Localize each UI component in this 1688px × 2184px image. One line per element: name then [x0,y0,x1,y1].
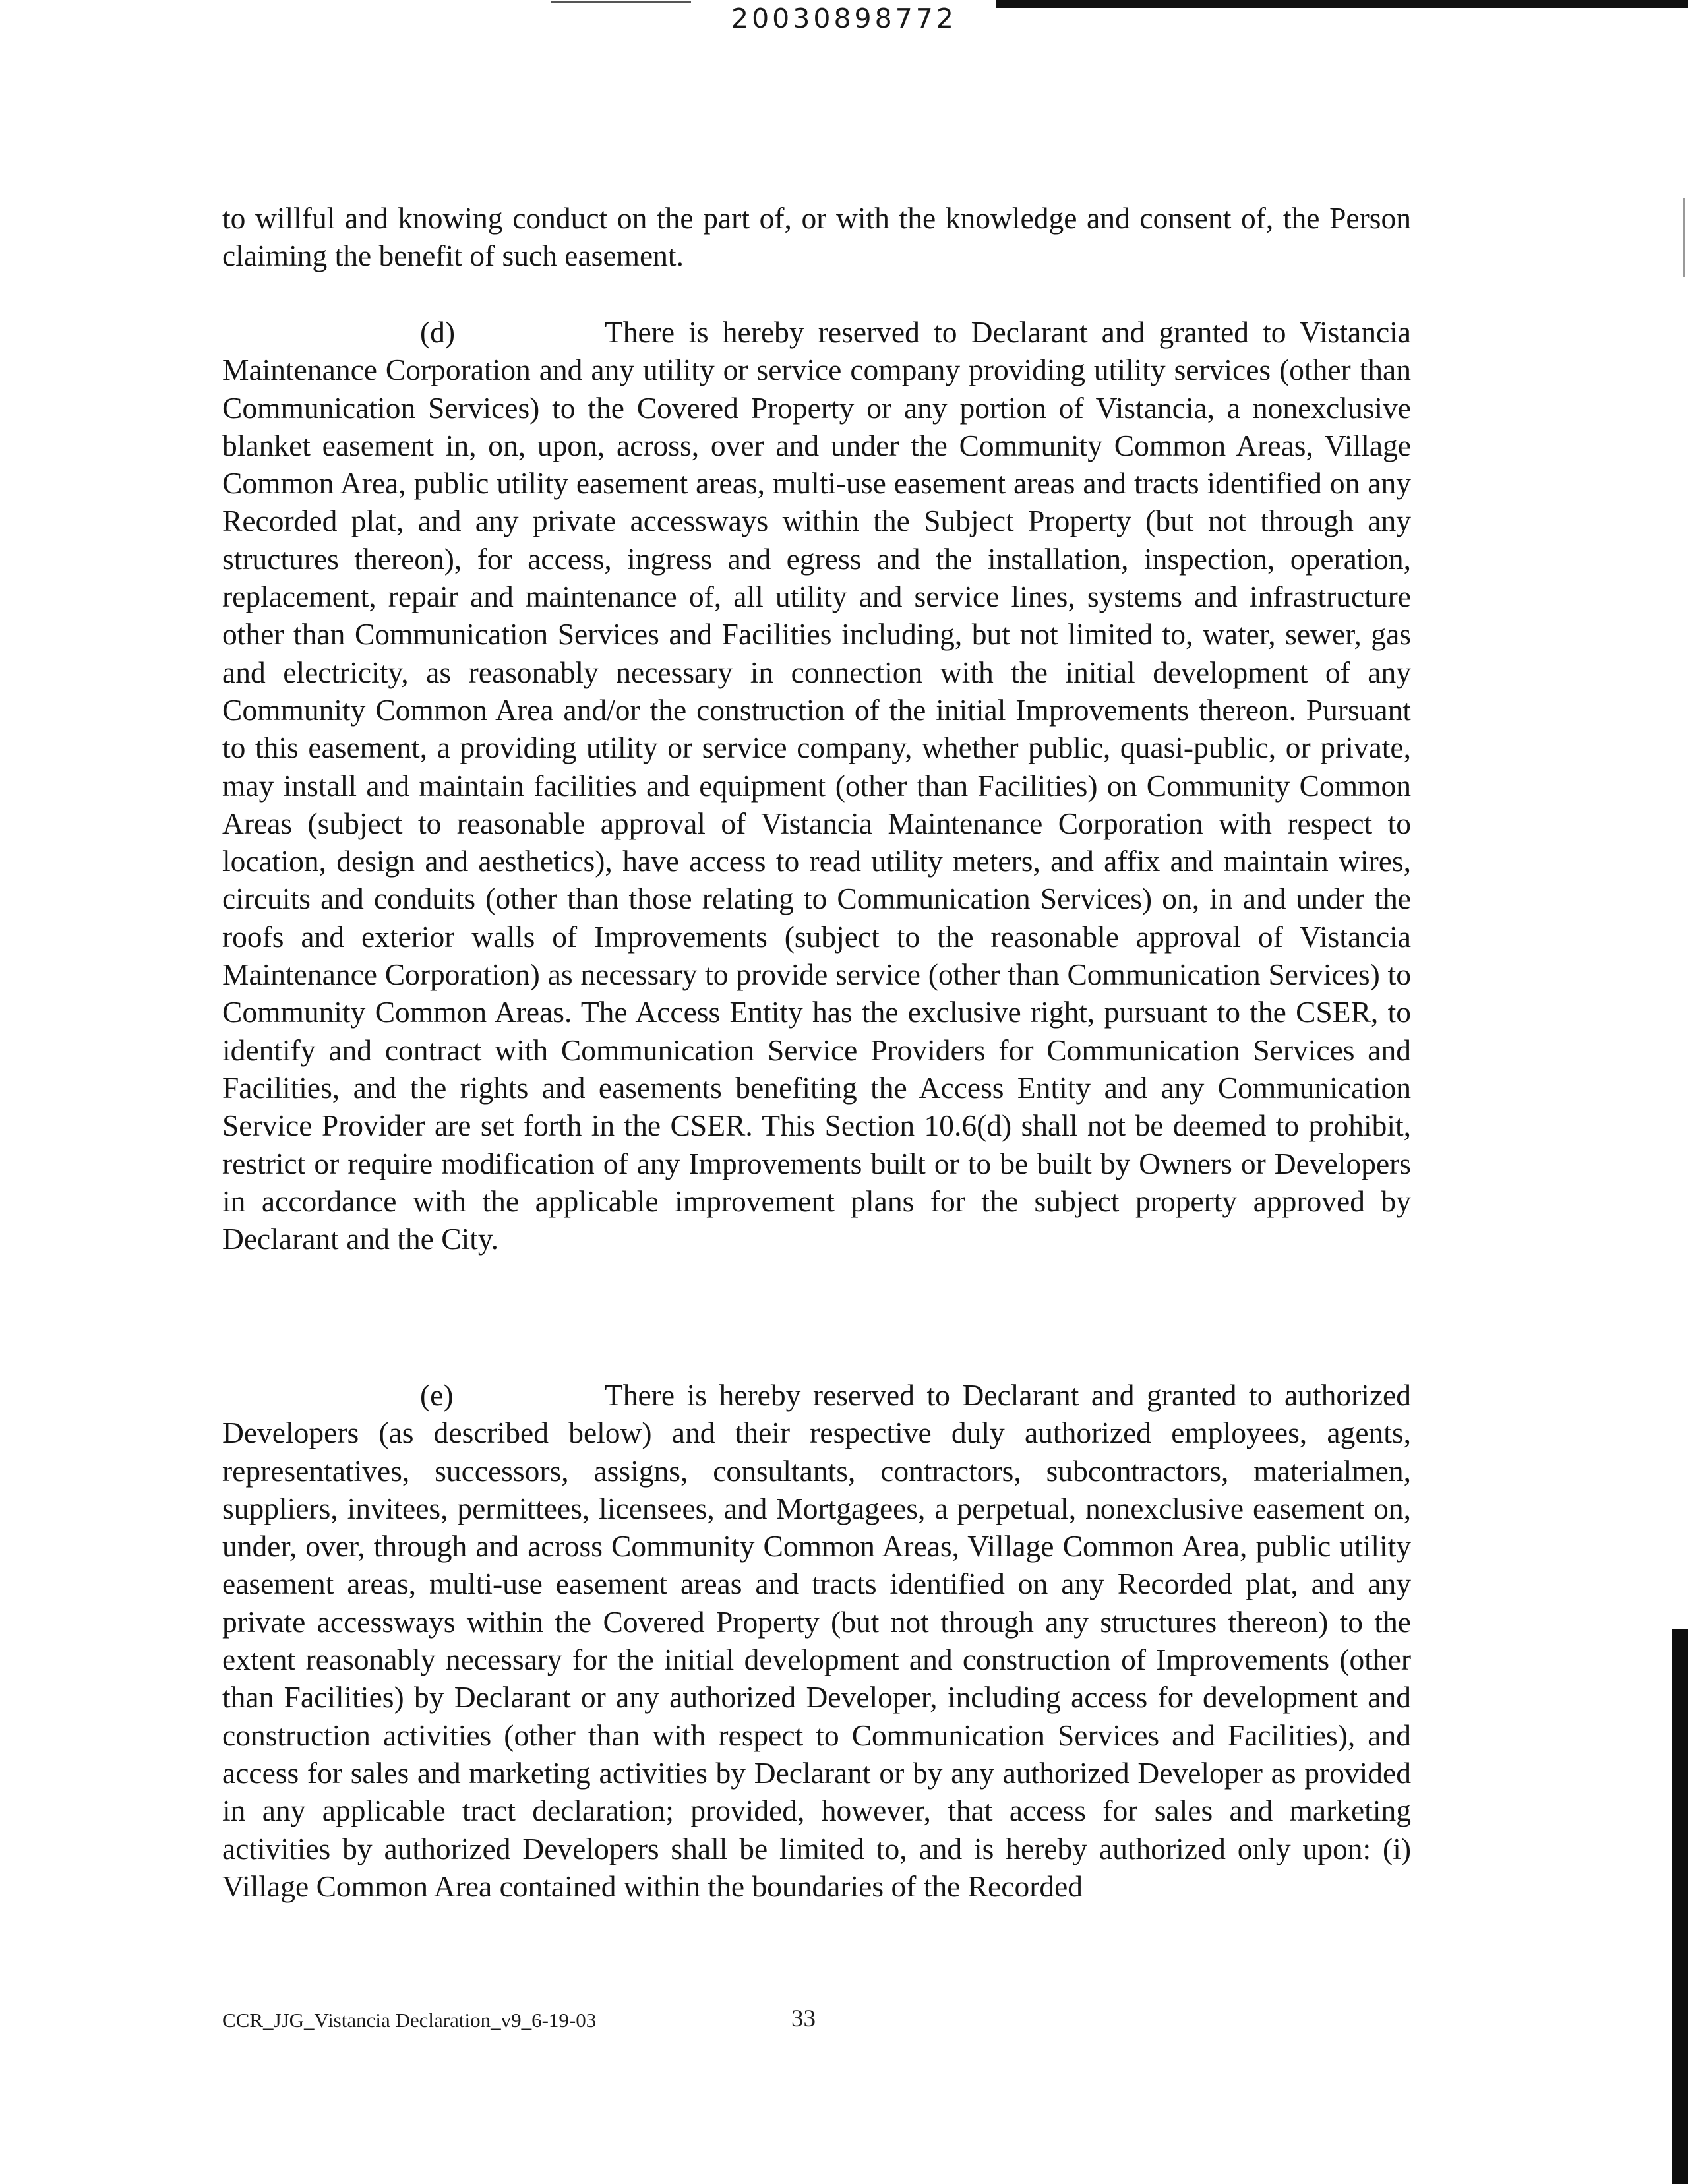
footer-file-reference: CCR_JJG_Vistancia Declaration_v9_6-19-03 [222,2009,597,2032]
paragraph-d-enumerator: (d) [420,315,456,349]
document-number: 20030898772 [731,3,957,34]
paragraph-e [222,1376,1411,1905]
page-number: 33 [791,2005,816,2032]
paragraph-d [222,313,1411,1258]
paragraph-d-text: There is hereby reserved to Declarant and granted to Vistancia Maintenance Corporation and any utility or service company providing utility services (other than Communication Services) to the Covered Property or any portion of Vistancia, a nonexclusive blanket easement in, on, upon, across, over and under the Community Common Areas, Village Common Area, public utility easement areas, multi-use easement areas and tracts identified on any Recorded plat, and any private accessways within the Subject Property (but not through any structures thereon), for access, ingress and egress and the installation, inspection, operation, replacement, repair and maintenance of, all utility and service lines, systems and infrastructure other than Communication Services and Facilities including, but not limited to, water, sewer, gas and electricity, as reasonably necessary in connection with the initial development of any Community Common Area and/or the construction of the initial Improvements thereon. Pursuant to this easement, a providing utility or service company, whether public, quasi-public, or private, may install and maintain facilities and equipment (other than Facilities) on Community Common Areas (subject to reasonable approval of Vistancia Maintenance Corporation with respect to location, design and aesthetics), have access to read utility meters, and affix and maintain wires, circuits and conduits (other than those relating to Communication Services) on, in and under the roofs and exterior walls of Improvements (subject to the reasonable approval of Vistancia Maintenance Corporation) as necessary to provide service (other than Communication Services) to Community Common Areas. The Access Entity has the exclusive right, pursuant to the CSER, to identify and contract with Communication Service Providers for Communication Services and Facilities, and the rights and easements benefiting the Access Entity and any Communication Service Provider are set forth in the CSER. This Section 10.6(d) shall not be deemed to prohibit, restrict or require modification of any Improvements built or to be built by Owners or Developers in accordance with the applicable improvement plans for the subject property approved by Declarant and the City. [222,315,1411,1256]
scan-artifact-edge-mark [1683,198,1685,277]
paragraph-e-enumerator: (e) [420,1378,454,1412]
paragraph-continuation: to willful and knowing conduct on the part of, or with the knowledge and consent of, the Person claiming the benefit of such easement. [222,201,1411,273]
scan-artifact-edge-bar [1672,1629,1688,2184]
paragraph-e-text: There is hereby reserved to Declarant and granted to authorized Developers (as described below) and their respective duly authorized employees, agents, representatives, successors, assigns, consultants, contractors, subcontractors, materialmen, suppliers, invitees, permittees, licensees, and Mortgagees, a perpetual, nonexclusive easement on, under, over, through and across Community Common Areas, Village Common Area, public utility easement areas, multi-use easement areas and tracts identified on any Recorded plat, and any private accessways within the Covered Property (but not through any structures thereon) to the extent reasonably necessary for the initial development and construction of Improvements (other than Facilities) by Declarant or any authorized Developer, including access for development and construction activities (other than with respect to Communication Services and Facilities), and access for sales and marketing activities by Declarant or by any authorized Developer as provided in any applicable tract declaration; provided, however, that access for sales and marketing activities by authorized Developers shall be limited to, and is hereby authorized only upon: (i) Village Common Area contained within the boundaries of the Recorded [222,1378,1411,1903]
